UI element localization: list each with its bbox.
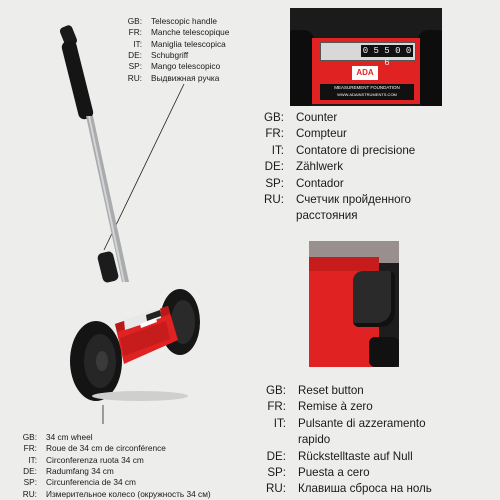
label-row: GB: Counter xyxy=(264,111,338,124)
label-row: DE: Schubgriff xyxy=(128,49,189,60)
label-row: SP: Mango telescopico xyxy=(128,61,221,72)
label-row: IT: Circonferenza ruota 34 cm xyxy=(28,454,144,465)
label-row: DE: Radumfang 34 cm xyxy=(23,465,114,476)
label-row: SP: Contador xyxy=(265,176,344,190)
counter-digits: 0 5 5 0 0 6 xyxy=(362,46,412,68)
label-row: DE: Rückstelltaste auf Null xyxy=(266,449,413,463)
label-row: IT: Contatore di precisione xyxy=(271,143,416,157)
label-row: FR: Remise à zero xyxy=(267,400,373,414)
label-row: расстояния xyxy=(296,209,358,223)
label-row: GB: Telescopic handle xyxy=(127,16,217,26)
brand-logo: ADA xyxy=(352,66,378,80)
counter-closeup-photo xyxy=(290,8,442,106)
label-row: FR: Manche telescopique xyxy=(128,27,230,38)
label-row: rapido xyxy=(298,433,331,447)
label-row: RU: Выдвижная ручка xyxy=(127,72,220,83)
front-wheel xyxy=(70,321,122,401)
label-row: RU: Измерительное колесо (окружность 34 см) xyxy=(22,488,211,499)
label-row: GB: 34 cm wheel xyxy=(22,432,93,442)
counter-housing xyxy=(115,306,178,364)
label-row: FR: Compteur xyxy=(265,127,347,141)
reset-button-closeup-photo xyxy=(309,241,399,367)
brand-label-strip: MEASUREMENT FOUNDATION WWW.ADAINSTRUMENTS.COM xyxy=(320,84,414,100)
label-row: RU: Клавиша сброса на ноль xyxy=(266,482,432,496)
label-row: RU: Счетчик пройденного xyxy=(264,193,412,206)
label-row: SP: Circunferencia de 34 cm xyxy=(23,477,136,488)
counter-display xyxy=(320,42,416,68)
reset-button xyxy=(353,271,395,327)
label-row: GB: Reset button xyxy=(266,384,364,397)
label-row: IT: Pulsante di azzeramento xyxy=(273,416,426,430)
label-row: IT: Maniglia telescopica xyxy=(133,38,226,49)
label-row: FR: Roue de 34 cm de circonférence xyxy=(23,443,166,454)
label-row: SP: Puesta a cero xyxy=(267,466,370,479)
label-row: DE: Zählwerk xyxy=(264,160,344,174)
